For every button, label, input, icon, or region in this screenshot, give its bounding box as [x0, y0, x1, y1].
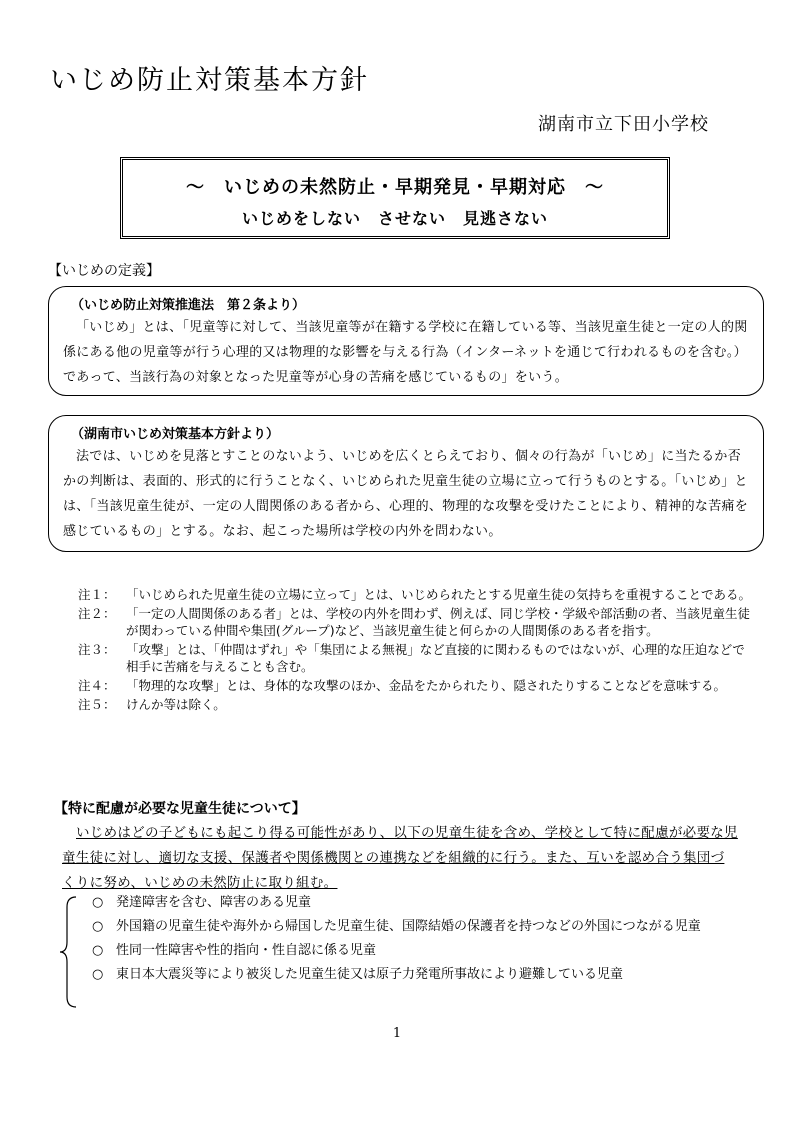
note-item: [78, 696, 754, 713]
note-label: 注１：: [78, 587, 116, 602]
special-care-heading: 【特に配慮が必要な児童生徒について】: [54, 801, 306, 817]
page-number: 1: [392, 1026, 402, 1041]
circle-bullet-icon: ○: [92, 967, 104, 982]
note-item: [78, 605, 754, 639]
list-item: [92, 939, 742, 963]
notes-list: [78, 586, 754, 715]
motto-line-2: いじめをしない させない 見逃さない: [241, 209, 548, 228]
note-label: 注３：: [78, 642, 116, 657]
note-label: 注２：: [78, 606, 116, 621]
list-item-text: 東日本大震災等により被災した児童生徒又は原子力発電所事故により避難している児童: [116, 967, 624, 982]
note-label: 注４：: [78, 678, 116, 693]
special-care-intro: いじめはどの子どもにも起こり得る可能性があり、以下の児童生徒を含め、学校として特に配慮が必要な児童生徒に対し、適切な支援、保護者や関係機関との連携などを組織的に行う。また、互いを認め合う集団づくりに努め、いじめの未然防止に取り組む。: [62, 825, 738, 891]
page-title: いじめ防止対策基本方針: [50, 65, 369, 96]
city-box-body: 法では、いじめを見落とすことのないよう、いじめを広くとらえており、個々の行為が「いじめ」に当たるか否かの判断は、表面的、形式的に行うことなく、いじめられた児童生徒の立場に立って行うものとする。「いじめ」とは、「当該児童生徒が、一定の人間関係のある者から、心理的、物理的な攻撃を受けたことにより、精神的な苦痛を感じているもの」とする。なお、起こった場所は学校の内外を問わない。: [63, 449, 749, 539]
circle-bullet-icon: ○: [92, 919, 104, 934]
note-text: 「物理的な攻撃」とは、身体的な攻撃のほか、金品をたかられたり、隠されたりすることなどを意味する。: [126, 678, 727, 693]
school-name: 湖南市立下田小学校: [538, 114, 709, 135]
law-box-title: （いじめ防止対策推進法 第２条より）: [71, 298, 306, 313]
motto-box: [120, 157, 670, 239]
left-brace-icon: [58, 895, 78, 1009]
law-box-body: 「いじめ」とは、「児童等に対して、当該児童等が在籍する学校に在籍している等、当該児童生徒と一定の人的関係にある他の児童等が行う心理的又は物理的な影響を与える行為（インターネットを通じて行われるものを含む。）であって、当該行為の対象となった児童等が心身の苦痛を感じているもの」をいう。: [63, 320, 748, 385]
special-care-list: [92, 891, 742, 987]
circle-bullet-icon: ○: [92, 895, 104, 910]
note-text: 「いじめられた児童生徒の立場に立って」とは、いじめられたとする児童生徒の気持ちを重視することである。: [126, 587, 752, 602]
note-item: [78, 677, 754, 694]
list-item: [92, 915, 742, 939]
note-item: [78, 586, 754, 603]
list-item: [92, 891, 742, 915]
note-text: 「攻撃」とは、「仲間はずれ」や「集団による無視」など直接的に関わるものではないが、心理的な圧迫などで相手に苦痛を与えることも含む。: [126, 642, 745, 674]
note-text: 「一定の人間関係のある者」とは、学校の内外を問わず、例えば、同じ学校・学級や部活動の者、当該児童生徒が関わっている仲間や集団(グループ)など、当該児童生徒と何らかの人間関係のある者を指す。: [126, 606, 751, 638]
motto-line-1: ～ いじめの未然防止・早期発見・早期対応 ～: [186, 177, 604, 198]
definition-heading: 【いじめの定義】: [48, 263, 160, 279]
city-definition-box: [48, 415, 764, 552]
city-box-title: （湖南市いじめ対策基本方針より）: [71, 427, 280, 442]
list-item-text: 発達障害を含む、障害のある児童: [116, 895, 312, 910]
note-text: けんか等は除く。: [126, 697, 226, 712]
list-item: [92, 963, 742, 987]
law-definition-box: [48, 286, 764, 396]
list-item-text: 性同一性障害や性的指向・性自認に係る児童: [116, 943, 377, 958]
note-item: [78, 641, 754, 675]
note-label: 注５：: [78, 697, 116, 712]
list-item-text: 外国籍の児童生徒や海外から帰国した児童生徒、国際結婚の保護者を持つなどの外国につながる児童: [116, 919, 701, 934]
circle-bullet-icon: ○: [92, 943, 104, 958]
